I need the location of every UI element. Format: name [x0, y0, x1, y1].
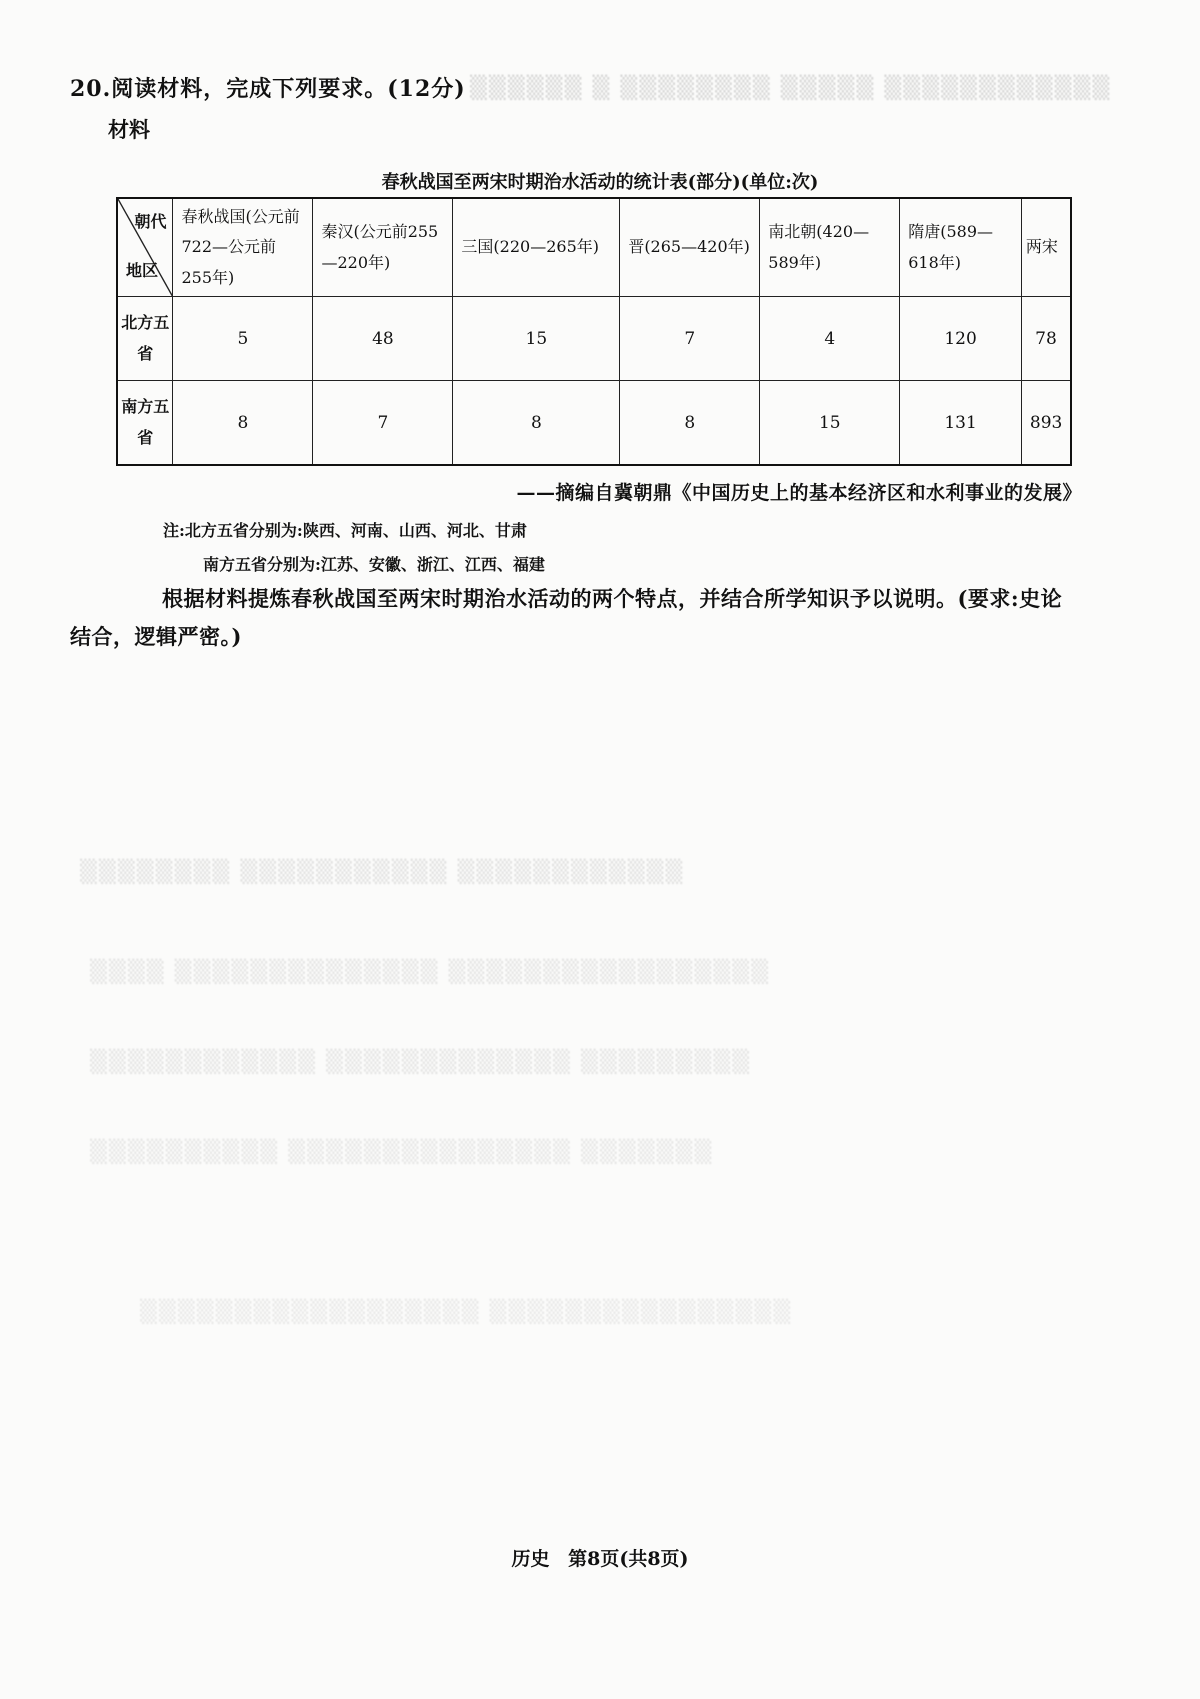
bleed-through-text: ▒▒▒▒▒▒▒▒ ▒▒▒▒▒▒▒▒▒▒▒ ▒▒▒▒▒▒▒▒▒▒▒▒ [80, 860, 685, 885]
statistics-table [116, 197, 1072, 466]
table-cell: 7 [313, 381, 453, 465]
table-header-row [117, 198, 1071, 297]
column-header: 晋(265—420年) [620, 198, 760, 297]
row-header-north: 北方五省 [117, 297, 173, 381]
table-cell: 4 [760, 297, 900, 381]
table-cell: 893 [1021, 381, 1071, 465]
column-header: 两宋 [1021, 198, 1071, 297]
table-row [117, 297, 1071, 381]
row-header-south: 南方五省 [117, 381, 173, 465]
table-cell: 15 [453, 297, 620, 381]
table-row [117, 381, 1071, 465]
table-cell: 8 [620, 381, 760, 465]
bleed-through-text: ▒▒▒▒▒▒▒▒▒▒ ▒▒▒▒▒▒▒▒▒▒▒▒▒▒▒ ▒▒▒▒▒▒▒ [90, 1140, 714, 1165]
corner-label-region: 地区 [126, 260, 159, 280]
table-cell: 78 [1021, 297, 1071, 381]
note-south-provinces: 南方五省分别为:江苏、安徽、浙江、江西、福建 [203, 555, 545, 574]
source-citation: ——摘编自冀朝鼎《中国历史上的基本经济区和水利事业的发展》 [516, 482, 1082, 504]
table-cell: 7 [620, 297, 760, 381]
table-cell: 48 [313, 297, 453, 381]
bleed-through-text: ▒▒▒▒▒▒▒▒▒▒▒▒ ▒▒▒▒▒▒▒▒▒▒▒▒▒ ▒▒▒▒▒▒▒▒▒ [90, 1050, 752, 1075]
question-prompt: 根据材料提炼春秋战国至两宋时期治水活动的两个特点，并结合所学知识予以说明。(要求:史论结合，逻辑严密。) [70, 586, 1063, 649]
table-cell: 5 [173, 297, 313, 381]
bleed-through-text: ▒▒▒▒▒▒ ▒ ▒▒▒▒▒▒▒▒ ▒▒▒▒▒ ▒▒▒▒▒▒▒▒▒▒▒▒ [470, 76, 1112, 101]
table-cell: 15 [760, 381, 900, 465]
column-header: 隋唐(589—618年) [900, 198, 1022, 297]
note-north-provinces: 注:北方五省分别为:陕西、河南、山西、河北、甘肃 [163, 521, 527, 540]
table-cell: 8 [453, 381, 620, 465]
footer-subject: 历史 [511, 1548, 550, 1570]
column-header: 秦汉(公元前255—220年) [313, 198, 453, 297]
material-label: 材料 [108, 117, 150, 142]
bleed-through-text: ▒▒▒▒ ▒▒▒▒▒▒▒▒▒▒▒▒▒▒ ▒▒▒▒▒▒▒▒▒▒▒▒▒▒▒▒▒ [90, 960, 771, 985]
column-header: 南北朝(420—589年) [760, 198, 900, 297]
question-header: 20.阅读材料，完成下列要求。(12分) [70, 76, 466, 102]
bleed-through-text: ▒▒▒▒▒▒▒▒▒▒▒▒▒▒▒▒▒▒ ▒▒▒▒▒▒▒▒▒▒▒▒▒▒▒▒ [140, 1300, 793, 1325]
page-footer [0, 1544, 1200, 1571]
column-header: 春秋战国(公元前722—公元前255年) [173, 198, 313, 297]
table-corner-cell [117, 198, 173, 297]
column-header: 三国(220—265年) [453, 198, 620, 297]
table-caption: 春秋战国至两宋时期治水活动的统计表(部分)(单位:次) [381, 172, 819, 193]
footer-page-number: 第8页(共8页) [568, 1548, 689, 1570]
table-cell: 120 [900, 297, 1022, 381]
table-cell: 131 [900, 381, 1022, 465]
table-cell: 8 [173, 381, 313, 465]
corner-label-dynasty: 朝代 [134, 212, 167, 231]
